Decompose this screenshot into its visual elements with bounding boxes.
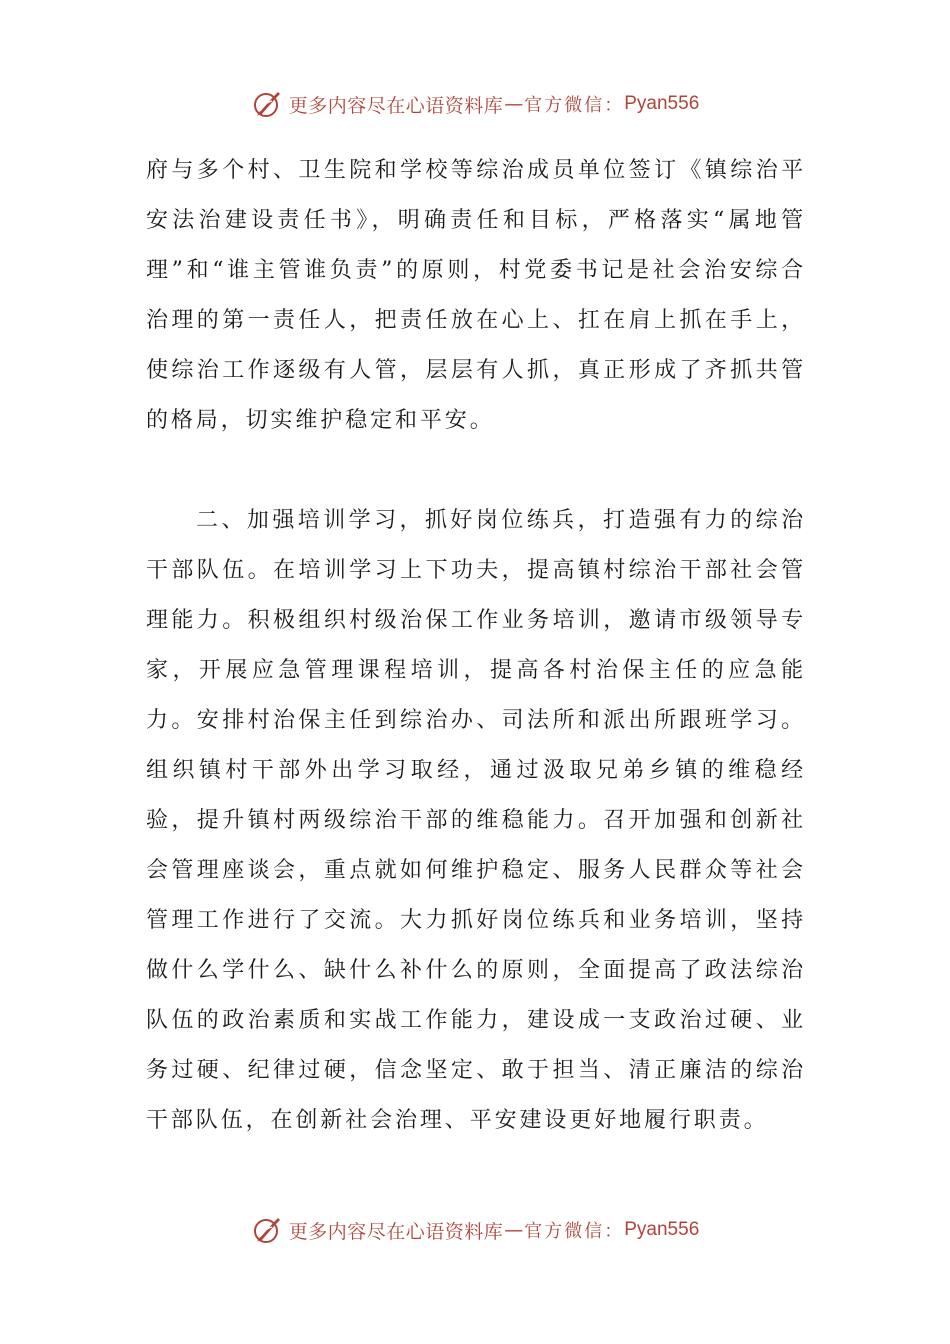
paragraph-2: 二、加强培训学习，抓好岗位练兵，打造强有力的综治干部队伍。在培训学习上下功夫，提高镇村综治干部社会管理能力。积极组织村级治保工作业务培训，邀请市级领导专家，开展应急管理课程培训，提高各村治保主任的应急能力。安排村治保主任到综治办、司法所和派出所跟班学习。组织镇村干部外出学习取经，通过汲取兄弟乡镇的维稳经验，提升镇村两级综治干部的维稳能力。召开加强和创新社会管理座谈会，重点就如何维护稳定、服务人民群众等社会管理工作进行了交流。大力抓好岗位练兵和业务培训，坚持做什么学什么、缺什么补什么的原则，全面提高了政法综治队伍的政治素质和实战工作能力，建设成一支政治过硬、业务过硬、纪律过硬，信念坚定、敢于担当、清正廉洁的综治干部队伍，在创新社会治理、平安建设更好地履行职责。	[146, 508, 806, 1133]
header-banner	[0, 86, 950, 122]
footer-dash: —	[504, 1219, 524, 1241]
pen-nib-icon	[251, 1213, 285, 1247]
paragraph-1: 府与多个村、卫生院和学校等综治成员单位签订《镇综治平安法治建设责任书》，明确责任和目标，严格落实“属地管理”和“谁主管谁负责”的原则，村党委书记是社会治安综合治理的第一责任人，把责任放在心上、扛在肩上抓在手上，使综治工作逐级有人管，层层有人抓，真正形成了齐抓共管的格局，切实维护稳定和平安。	[146, 158, 806, 433]
footer-banner	[0, 1212, 950, 1248]
header-wechat-id: Pyan556	[624, 93, 700, 114]
pen-nib-icon	[251, 87, 285, 121]
header-dash: —	[504, 93, 524, 115]
header-brand-text: 更多内容尽在心语资料库	[288, 94, 504, 117]
footer-brand-text: 更多内容尽在心语资料库	[288, 1220, 504, 1243]
footer-wechat-id: Pyan556	[624, 1219, 700, 1240]
header-wechat-label: 官方微信：	[524, 95, 625, 116]
footer-wechat-label: 官方微信：	[524, 1221, 625, 1242]
